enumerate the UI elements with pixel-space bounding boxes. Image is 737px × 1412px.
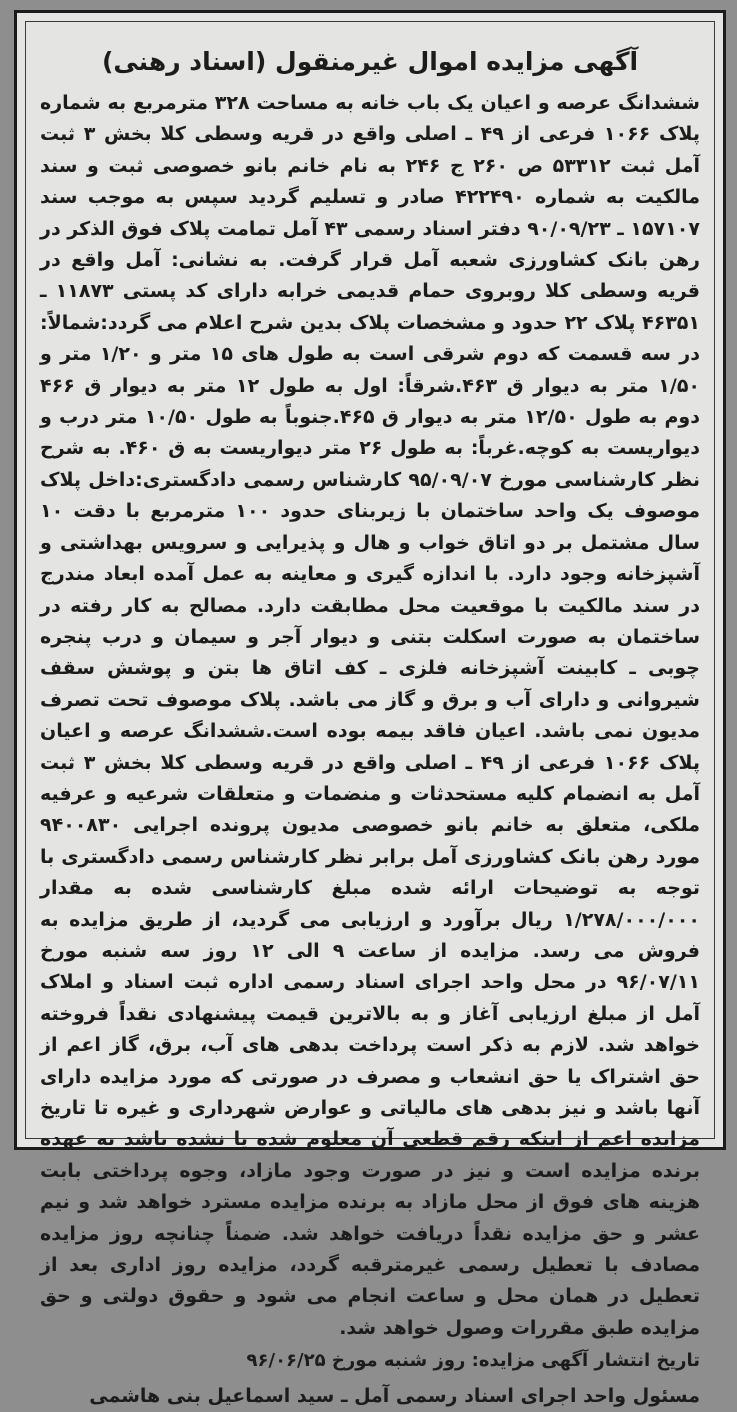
publish-date: تاریخ انتشار آگهی مزایده: روز شنبه مورخ ۹۶/۰۶/۲۵ <box>246 1350 700 1372</box>
newspaper-clipping <box>14 10 726 1408</box>
notice-frame <box>25 21 715 1408</box>
signature-line: مسئول واحد اجرای اسناد رسمی آمل ـ سید اسماعیل بنی هاشمی <box>89 1385 700 1408</box>
notice-title: آگهی مزایده اموال غیرمنقول (اسناد رهنی) <box>101 47 639 76</box>
notice-body: ششدانگ عرصه و اعیان یک باب خانه به مساحت ۳۲۸ مترمربع به شماره پلاک ۱۰۶۶ فرعی از ۴۹ ـ اصلی واقع در قریه وسطی کلا بخش ۳ ثبت آمل ثبت ۵۳۳۱۲ ص ۲۶۰ ج ۲۴۶ به نام خانم بانو خصوصی ثبت و سند مالکیت به شماره ۴۲۲۴۹۰ صادر و تسلیم گردید سپس به موجب سند ۱۵۷۱۰۷ ـ ۹۰/۰۹/۲۳ دفتر اسناد رسمی ۴۳ آمل تمامت پلاک فوق الذکر در رهن بانک کشاورزی شعبه آمل قرار گرفت. به نشانی: آمل واقع در قریه وسطی کلا روبروی حمام قدیمی خرابه دارای کد پستی ۱۱۸۷۳ ـ ۴۶۳۵۱ پلاک ۲۲ حدود و مشخصات پلاک بدین شرح اعلام می گردد:شمالاً: در سه قسمت که دوم شرقی است به طول های ۱۵ متر و ۱/۲۰ متر و ۱/۵۰ متر به دیوار ق ۴۶۳.شرقاً: اول به طول ۱۲ متر به دیوار ق ۴۶۶ دوم به طول ۱۲/۵۰ متر به دیوار ق ۴۶۵.جنوباً به طول ۱۰/۵۰ متر درب و دیواریست به کوچه.غرباً: به طول ۲۶ متر دیواریست به ق ۴۶۰. به شرح نظر کارشناسی مورخ ۹۵/۰۹/۰۷ کارشناس رسمی دادگستری:داخل پلاک موصوف یک واحد ساختمان با زیربنای حدود ۱۰۰ مترمربع با دقت ۱۰ سال مشتمل بر دو اتاق خواب و هال و پذیرایی و سرویس بهداشتی و آشپزخانه وجود دارد. با اندازه گیری و معاینه به عمل آمده ابعاد مندرج در سند مالکیت با موقعیت محل مطابقت دارد. مصالح به کار رفته در ساختمان به صورت اسکلت بتنی و دیوار آجر و سیمان و درب پنجره چوبی ـ کابینت آشپزخانه فلزی ـ کف اتاق ها بتن و پوشش سقف شیروانی و دارای آب و برق و گاز می باشد. پلاک موصوف تحت تصرف مدیون نمی باشد. اعیان فاقد بیمه بوده است.ششدانگ عرصه و اعیان پلاک ۱۰۶۶ فرعی از ۴۹ ـ اصلی واقع در قریه وسطی کلا بخش ۳ ثبت آمل به انضمام کلیه مستحدثات و منضمات و متعلقات شرعیه و عرفیه ملکی، متعلق به خانم بانو خصوصی مدیون پرونده اجرایی ۹۴۰۰۸۳۰ مورد رهن بانک کشاورزی آمل برابر نظر کارشناس رسمی دادگستری با توجه به توضیحات ارائه شده مبلغ کارشناسی شده به مقدار ۱/۲۷۸/۰۰۰/۰۰۰ ریال برآورد و ارزیابی می گردید، از طریق مزایده به فروش می رسد. مزایده از ساعت ۹ الی ۱۲ روز سه شنبه مورخ ۹۶/۰۷/۱۱ در محل واحد اجرای اسناد رسمی اداره ثبت اسناد و املاک آمل از مبلغ ارزیابی آغاز و به بالاترین قیمت پیشنهادی نقداً فروخته خواهد شد. لازم به ذکر است پرداخت بدهی های آب، برق، گاز اعم از حق اشتراک یا حق انشعاب و مصرف در صورتی که مورد مزایده دارای آنها باشد و نیز بدهی های مالیاتی و عوارض شهرداری و غیره تا تاریخ مزایده اعم از اینکه رقم قطعی آن معلوم شده یا نشده باشد به عهده برنده مزایده است و نیز در صورت وجود مازاد، وجوه پرداختی بابت هزینه های فوق از محل مازاد به برنده مزایده مسترد خواهد شد و نیم عشر و حق مزایده نقداً دریافت خواهد شد. ضمناً چنانچه روز مزایده مصادف با تعطیل رسمی غیرمترقبه گردد، مزایده روز اداری بعد از تعطیل در همان محل و ساعت انجام می شود و حقوق دولتی و حق مزایده طبق مقررات وصول خواهد شد. <box>40 92 701 1339</box>
